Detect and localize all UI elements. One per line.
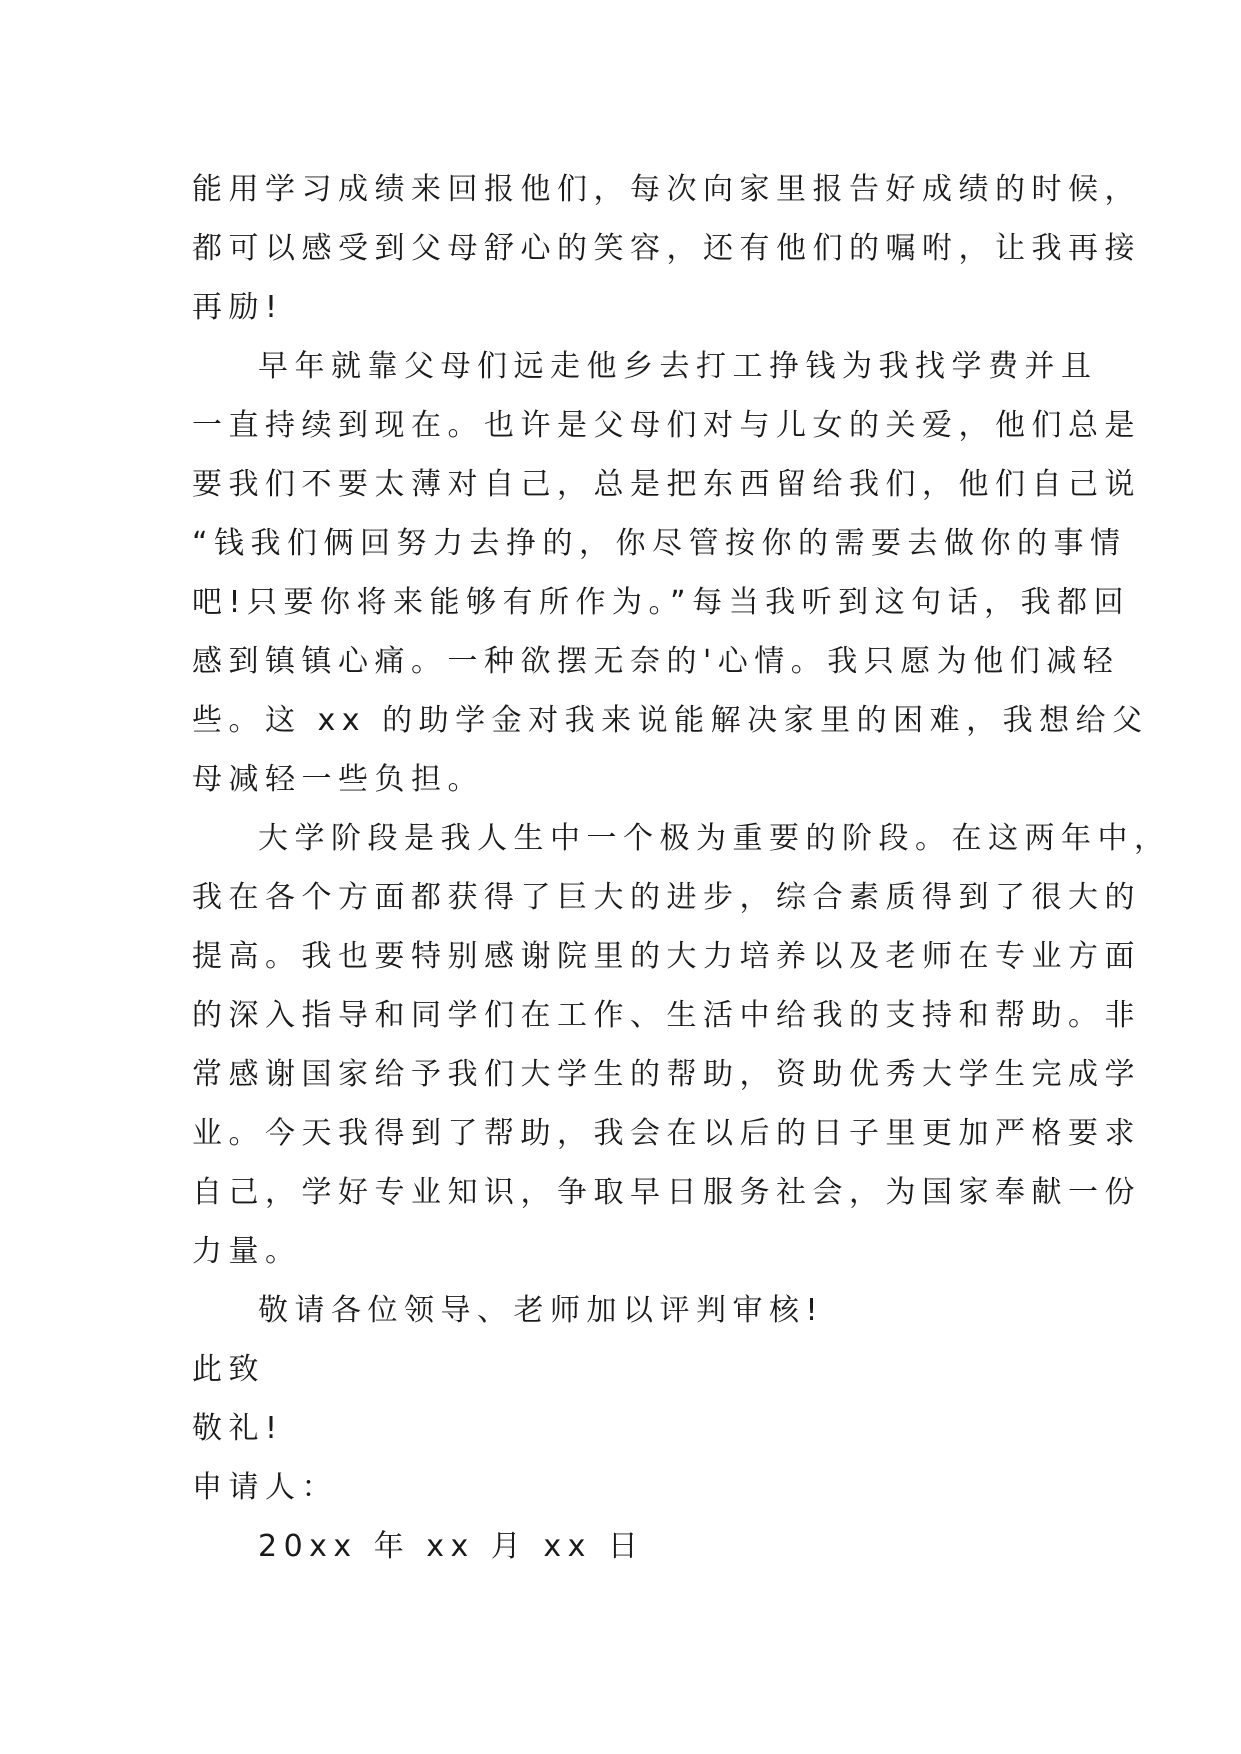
- text-line: 力量。: [192, 1234, 302, 1269]
- text-line: 感到镇镇心痛。一种欲摆无奈的'心情。我只愿为他们减轻: [192, 644, 1120, 679]
- text-line: 业。今天我得到了帮助，我会在以后的日子里更加严格要求: [192, 1116, 1141, 1151]
- date-line: 20xx 年 xx 月 xx 日: [258, 1529, 645, 1564]
- text-line: 自己，学好专业知识，争取早日服务社会，为国家奉献一份: [192, 1175, 1141, 1210]
- text-line: 母减轻一些负担。: [192, 762, 484, 797]
- text-line: 常感谢国家给予我们大学生的帮助，资助优秀大学生完成学: [192, 1057, 1141, 1092]
- text-line: 的深入指导和同学们在工作、生活中给我的支持和帮助。非: [192, 998, 1141, 1033]
- text-line: 早年就靠父母们远走他乡去打工挣钱为我找学费并且: [258, 349, 1098, 384]
- document-body: [192, 160, 1171, 1576]
- text-line: 再励!: [192, 290, 284, 325]
- text-line: 大学阶段是我人生中一个极为重要的阶段。在这两年中，: [258, 821, 1171, 856]
- salutation-jingli: 敬礼!: [192, 1411, 284, 1446]
- salutation-cizhi: 此致: [192, 1352, 265, 1387]
- text-line: 要我们不要太薄对自己，总是把东西留给我们，他们自己说: [192, 467, 1141, 502]
- text-line: 能用学习成绩来回报他们，每次向家里报告好成绩的时候，: [192, 172, 1141, 207]
- text-line: 些。这 xx 的助学金对我来说能解决家里的困难，我想给父: [192, 703, 1149, 738]
- text-line: 一直持续到现在。也许是父母们对与儿女的关爱，他们总是: [192, 408, 1141, 443]
- text-line: 我在各个方面都获得了巨大的进步，综合素质得到了很大的: [192, 880, 1141, 915]
- text-line: 都可以感受到父母舒心的笑容，还有他们的嘱咐，让我再接: [192, 231, 1141, 266]
- applicant-label: 申请人：: [192, 1470, 338, 1505]
- closing-request: 敬请各位领导、老师加以评判审核!: [258, 1293, 825, 1328]
- text-line: 提高。我也要特别感谢院里的大力培养以及老师在专业方面: [192, 939, 1141, 974]
- text-line: 吧!只要你将来能够有所作为。”每当我听到这句话，我都回: [192, 585, 1131, 620]
- text-line: “钱我们俩回努力去挣的，你尽管按你的需要去做你的事情: [192, 526, 1127, 561]
